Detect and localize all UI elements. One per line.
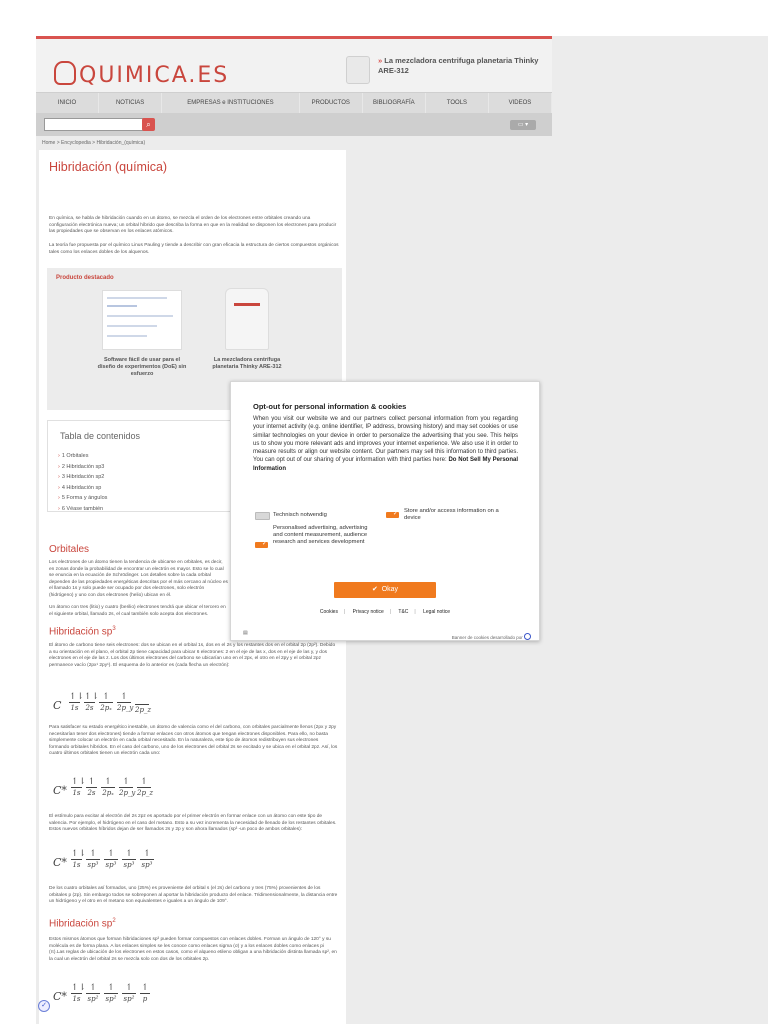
- main-nav: [36, 92, 552, 114]
- toc-item[interactable]: › 2 Hibridación sp3: [58, 463, 105, 470]
- chevron-right-icon: ›: [58, 474, 60, 480]
- privacy-notice-link[interactable]: Privacy notice: [352, 609, 384, 615]
- intro-paragraph-1: En química, se habla de hibridación cuando en un átomo, se mezcla el orden de los electrones entre orbitales creando una configuración electrónica nueva; un orbital híbrido que describa la forma en que en la realidad se disponen los electrones para producir las propiedades que se observan en los enlaces atómicos.: [49, 216, 337, 235]
- cookie-consent-dialog: [230, 381, 540, 641]
- software-screenshot-image[interactable]: [102, 290, 182, 350]
- featured-title: Producto destacado: [56, 275, 114, 281]
- flag-icon: ▭ ▾: [517, 122, 529, 128]
- nav-bibliografia[interactable]: BIBLIOGRAFÍA: [363, 93, 426, 113]
- sp3-paragraph-4: De los cuatro orbitales así formados, uno (25%) es proveniente del orbital s (el 2s) del carbono y tres (75%) provenientes de los orbitales p (2p). Sin embargo todos se sobreponen al aportar la hibridación producto del enlace. Tridimensionalmente, la distancia entre un hidrógeno y el otro en el metano son equivalentes e iguales a un ángulo de 109°.: [49, 886, 338, 905]
- site-logo[interactable]: [54, 61, 229, 88]
- orbitales-paragraph-2: Un átomo con tres (litio) y cuatro (berilio) electrones tendrá que ubicar el tercero en el siguiente orbital, llamado 2s, el cual también solo acepta dos electrones.: [49, 605, 226, 617]
- orbitales-paragraph-1: Los electrones de un átomo tienen la tendencia de ubicarse en orbitales, es decir, en zonas donde la probabilidad de encontrar un electrón es mayor. Esto se lo cual se enuncia en la ecuación de Schrödinger. Los detalles sobre la cada orbital dependen de las propiedades energéticas descritas por el más cercano al núcleo es el llamado 1s y solo puede ser ocupado por dos electrones, solo electrón (hidrógeno) y uno con dos electrones (helio) ubican en él.: [49, 560, 228, 598]
- heading-sp2: Hibridación $sp^2$: [49, 918, 116, 930]
- promo-label: La mezcladora centrifuga planetaria Thinky ARE-312: [378, 56, 539, 75]
- cookie-provider-logo-icon: [524, 633, 531, 640]
- toggle-personalised-ads[interactable]: [255, 542, 268, 548]
- cookie-dialog-body: When you visit our website we and our partners collect personal information from you regarding your internet activity (e.g. online identifier, IP address, browsing history) and may set cookies or use similar technologies on your device in order to personalize the advertising that you see. This helps us to show you more relevant ads and improves your internet experience. We also use it in order to measure results or align our website content. Our partners may sell this information to third parties. You can opt out of our sharing of your information with third parties here: Do Not Sell My Personal Information: [253, 416, 519, 472]
- toggle-technisch[interactable]: [255, 512, 270, 520]
- language-selector[interactable]: [510, 120, 536, 130]
- toc-title: Tabla de contenidos: [60, 431, 141, 441]
- toc-item[interactable]: › 5 Forma y ángulos: [58, 495, 108, 501]
- cookie-dialog-title: Opt-out for personal information & cookies: [253, 402, 407, 411]
- toc-item[interactable]: › 4 Hibridación sp: [58, 484, 102, 491]
- heading-orbitales: Orbitales: [49, 544, 90, 555]
- nav-noticias[interactable]: NOTICIAS: [99, 93, 162, 113]
- sp3-paragraph-3: El estímulo para excitar al electrón del 2s 2pz es aportado por el primer electrón en formar enlace con un átomo con este tipo de valencia. Por ejemplo, el hidrógeno en el caso del metano. Esto a su vez incrementa la necesidad de llenado de los restantes orbitales. Estos nuevos orbitales híbridos dejan de ser llamados 2s y 2p y son ahora llamados (sp³ -un poco de ambos orbitales):: [49, 814, 337, 833]
- mixer-product-image[interactable]: [225, 288, 269, 350]
- intro-paragraph-2: La teoría fue propuesta por el químico Linus Pauling y tiende a describir con gran eficacia la estructura de ciertos compuestos orgánicos tales como los enlaces dobles de los alquenos.: [49, 243, 339, 255]
- search-input[interactable]: [44, 118, 151, 131]
- search-icon: ⌕: [146, 120, 151, 129]
- chevron-right-icon: ›: [58, 484, 60, 491]
- promo-link[interactable]: [378, 56, 550, 76]
- toc-list: [58, 451, 107, 514]
- toggle-store-access[interactable]: [386, 512, 399, 518]
- cookies-link[interactable]: Cookies: [319, 609, 338, 615]
- chevron-right-icon: ›: [58, 463, 60, 470]
- option-personalised-ads-label: Personalised advertising, advertising and content measurement, audience research and services development: [273, 525, 368, 545]
- language-flag-icon[interactable]: ▤: [243, 630, 248, 636]
- nav-productos[interactable]: PRODUCTOS: [300, 93, 363, 113]
- chevron-right-icon: ›: [58, 505, 60, 512]
- search-bar: [36, 114, 552, 136]
- search-button[interactable]: [142, 118, 155, 131]
- breadcrumb[interactable]: Home > Encyclopedia > Hibridación_(química): [42, 140, 146, 146]
- nav-empresas[interactable]: EMPRESAS e INSTITUCIONES: [162, 93, 300, 113]
- check-icon: ✔: [371, 586, 378, 593]
- chevron-right-icon: ›: [58, 495, 60, 501]
- cookie-dialog-links: Cookies | Privacy notice | T&C | Legal notice: [319, 609, 451, 615]
- logo-text: QUIMICA: [79, 63, 189, 88]
- heading-sp3: Hibridación $sp^3$: [49, 626, 116, 638]
- header-promo[interactable]: [346, 56, 546, 96]
- okay-button[interactable]: ✔ Okay: [334, 582, 436, 598]
- toc-item[interactable]: › 3 Hibridación sp2: [58, 474, 105, 480]
- page-title: Hibridación (química): [49, 160, 168, 174]
- logo-suffix: .ES: [188, 63, 230, 88]
- sp3-paragraph-1: El átomo de carbono tiene seis electrones: dos se ubican en el orbital 1s, dos en el 2s y los restantes dos en el orbital 2p (2p²). Debido a su orientación en el plano, el orbital 2p tiene capacidad para ubicar 6 electrones: 2 en el eje de las x, dos en el eje de las y, y dos electrones en el eje de las z. Los dos últimos electrones del carbono se ubicarían uno en el 2px, el otro en el 2py y el orbital 2pz permanece vacío (2px¹ 2py¹). El esquema de lo anterior es (cada flecha un electrón):: [49, 643, 336, 668]
- cookie-settings-icon[interactable]: ✓: [38, 1000, 50, 1012]
- option-technisch-label: Technisch notwendig: [273, 512, 327, 518]
- sp2-paragraph-1: Estos mismos átomos que forman hibridaciones sp³ pueden formar compuestos con enlaces dobles. Forman un ángulo de 120° y su molécula es de forma plana. A los enlaces simples se les conoce como enlaces sigma (σ) y a los enlaces dobles como enlaces pi (π).Las reglas de ubicación de los electrones en estos casos, como el alqueno etileno obligan a una hibridación distinta llamada sp², en la cual un electrón del orbital 2s se mezcla solo con dos de los orbitales 2p.: [49, 937, 337, 962]
- nav-tools[interactable]: TOOLS: [426, 93, 489, 113]
- do-not-sell-link[interactable]: Do Not Sell My Personal Information: [253, 457, 519, 472]
- flask-logo-icon: [54, 61, 76, 85]
- toc-item[interactable]: › 1 Orbitales: [58, 453, 89, 459]
- article-content: Hibridación (química) En química, se habla de hibridación cuando en un átomo, se mezcla el orden de los electrones entre orbitales creando una configuración electrónica nueva; un orbital híbrido que describa la forma en que en la realidad se disponen los electrones para producir las propiedades que se observan en los enlaces atómicos. La teoría fue propuesta por el químico Linus Pauling y tiende a describir con gran eficacia la estructura de ciertos compuestos orgánicos tales como los enlaces dobles de los alquenos. Producto destacado Software fácil de usar para el diseño de experimentos (DoE) sin esfuerzo La mezcladora centrífuga planetaria Thinky ARE-312 Tabla de contenidos › 1 Orbitales › 2 Hibridación sp3 › 3 Hibridación sp2 › 4 Hibridación sp › 5 Forma y ángulos › 6 Véase también Orbitales Los electrones de un átomo tienen la tendencia de ubicarse en orbitales, es decir, en zonas donde la probabilidad de encontrar un electrón es mayor. Esto se lo cual se enuncia en la ecuación de Schrödinger. Los detalles sobre la cada orbital dependen de las propiedades energéticas descritas por el más cercano al núcleo es el llamado 1s y solo puede ser ocupado por dos electrones, solo electrón (hidrógeno) y uno con dos electrones (helio) ubican en él. Un átomo con tres (litio) y cuatro (berilio) electrones tendrá que ubicar el tercero en el siguiente orbital, llamado 2s, el cual también solo acepta dos electrones. Hibridación $sp^3$ El átomo de carbono tiene seis electrones: dos se ubican en el orbital 1s, dos en el 2s y los restantes dos en el orbital 2p (2p²). Debido a su orientación en el plano, el orbital 2p tiene capacidad para ubicar 6 electrones: 2 en el eje de las x, dos en el eje de las y, y dos electrones en el eje de las z. Los dos últimos electrones del carbono se ubicarían uno en el 2px, el otro en el 2py y el orbital 2pz permanece vacío (2px¹ 2py¹). El esquema de lo anterior es (cada flecha un electrón): C ↿⇂ 1s ↿⇂ 2s ↿ 2pₓ ↿ 2p_y 2p_z Para satisfacer su estado energético inestable, un átomo de valencia como el del carbono, con orbitales parcialmente llenos (2px y 2py necesitarían tener dos electrones) tiende a formar enlaces con otros átomos que tengan electrones disponibles. Para ello, no basta simplemente colocar un electrón en cada orbital necesitado. En la naturaleza, este tipo de átomos redistribuyen sus electrones formando orbitales híbridos. En el caso del carbono, uno de los electrones del orbital 2s se excitado y se ubica en el orbital 2pz. Así, los cuatro últimos orbitales tienen un electrón cada uno: C* ↿⇂ 1s ↿ 2s ↿ 2pₓ ↿ 2p_y ↿ 2p_z El estímulo para excitar al electrón del 2s 2pz es aportado por el primer electrón en formar enlace con un átomo con este tipo de valencia. Por ejemplo, el hidrógeno en el caso del metano. Esto a su vez incrementa la necesidad de llenado de los restantes orbitales. Estos nuevos orbitales híbridos dejan de ser llamados 2s y 2p y son ahora llamados (sp³ -un poco de ambos orbitales): C* ↿⇂ 1s ↿ sp³ ↿ sp³ ↿ sp³ ↿ sp³ De los cuatro orbitales así formados, uno (25%) es proveniente del orbital s (el 2s) del carbono y tres (75%) provenientes de los orbitales p (2p). Sin embargo todos se sobreponen al aportar la hibridación producto del enlace. Tridimensionalmente, la distancia entre un hidrógeno y el otro en el metano son equivalentes e iguales a un ángulo de 109°. Hibridación $sp^2$ Estos mismos átomos que forman hibridaciones sp³ pueden formar compuestos con enlaces dobles. Forman un ángulo de 120° y su molécula es de forma plana. A los enlaces simples se les conoce como enlaces sigma (σ) y a los enlaces dobles como enlaces pi (π).Las reglas de ubicación de los electrones en estos casos, como el alqueno etileno obligan a una hibridación distinta llamada sp², en la cual un electrón del orbital 2s se mezcla solo con dos de los orbitales 2p. C* ↿⇂ 1s ↿ sp² ↿ sp² ↿ sp² ↿ p: [39, 150, 346, 1024]
- option-store-access-label: Store and/or access information on a device: [404, 508, 499, 521]
- promo-thumbnail: [346, 56, 370, 84]
- nav-videos[interactable]: VIDEOS: [489, 93, 552, 113]
- nav-inicio[interactable]: INICIO: [36, 93, 99, 113]
- tc-link[interactable]: T&C: [398, 609, 409, 615]
- featured-caption-software[interactable]: Software fácil de usar para el diseño de experimentos (DoE) sin esfuerzo: [97, 357, 187, 377]
- legal-notice-link[interactable]: Legal notice: [423, 609, 451, 615]
- chevron-right-icon: ›: [58, 453, 60, 459]
- featured-caption-mixer[interactable]: La mezcladora centrífuga planetaria Thinky ARE-312: [212, 357, 282, 370]
- right-margin: [552, 36, 768, 1024]
- promo-arrows-icon: »: [378, 56, 383, 65]
- cookie-banner-credit: Banner de cookies desarrollado por: [452, 633, 531, 640]
- sp3-paragraph-2: Para satisfacer su estado energético inestable, un átomo de valencia como el del carbono, con orbitales parcialmente llenos (2px y 2py necesitarían tener dos electrones) tiende a formar enlaces con otros átomos que tengan electrones disponibles. Para ello, no basta simplemente colocar un electrón en cada orbital necesitado. En la naturaleza, este tipo de átomos redistribuyen sus electrones formando orbitales híbridos. En el caso del carbono, uno de los electrones del orbital 2s se excitado y se ubica en el orbital 2pz. Así, los cuatro últimos orbitales tienen un electrón cada uno:: [49, 725, 338, 757]
- toc-item[interactable]: › 6 Véase también: [58, 505, 104, 512]
